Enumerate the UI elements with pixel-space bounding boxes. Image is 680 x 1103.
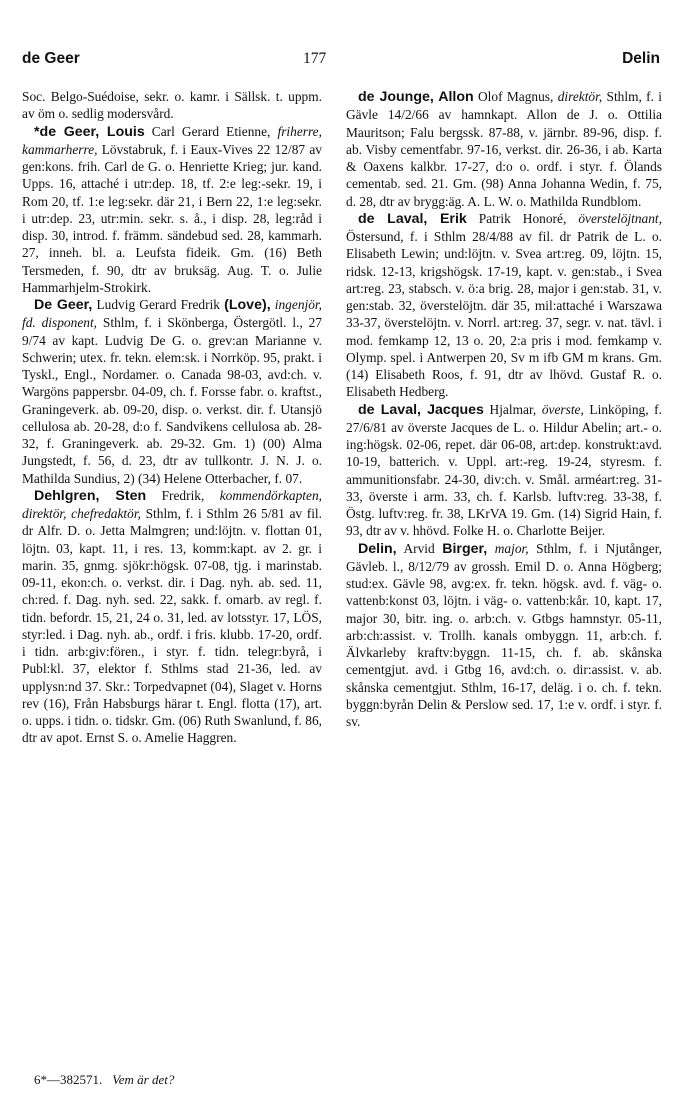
entry-body: Sthlm, f. i Njutånger, Gävleb. l., 8/12/79 av grossh. Emil D. o. Anna Högberg; stud:ex. Gävle 98, avg:ex. fr. tekn. högsk. avd. f. väg- o. vattenb:konst 03, löjtn. i väg- o. vattenb:kår. 10, kapt. 17, major 30, bitr. ing. o. arb:ch. v. Gtbgs hamnstyr. 05-11, arb:ch:assist. v. Trollh. kanals ombyggn. 11, arb:ch. f. Älvkarleby kraftv:byggn. 11-15, ch. f. ab. skånska cementgjut. avd. i Gtbg 16, avd:ch. o. dir:assist. v. ab. skånska cementgjut. Sthlm, 16-17, deläg. i o. ch. f. tekn. byggn:byrån Delin & Perslow sed. 17, 1:e v. ordf. i styr. f. sv. [346,540,662,729]
entry-given-names: Arvid [396,540,443,556]
entry-title: överste, [541,401,584,417]
entry-given-names: Hjalmar, [483,401,542,417]
entry-mark: * [34,123,40,140]
entry-call-name: Birger, [442,540,488,557]
entry-de-jounge-allon [346,88,662,210]
entry-given-names: Ludvig Gerard Fredrik [92,297,225,312]
entry-de-laval-jacques [346,401,662,540]
entry-body: Sthlm, f. i Gävle 14/2/66 av hamnkapt. Allon de J. o. Ottilia Mauritson; Falu bergssk. 87-88, v. järnbr. 89-96, disp. f. ab. Visby cementfabr. 97-16, verkst. dir. 26-36, i ab. Karta & Oaxens kalkbr. 17-27, d:o o. ordf. i styr. f. Ölands cementab. sed. 21. Gm. (98) Anna Johanna Wedin, f. 75, d. 28, dtr av brygg:äg. A. L. W. o. Mathilda Rundblom. [346,89,663,209]
entry-surname: Delin, [358,540,397,557]
entry-body: Sthlm, f. i Sthlm 26 5/81 av fil. dr Alfr. D. o. Jetta Malmgren; und:löjtn. v. flottan 01, löjtn. 03, kapt. 11, i res. 13, komm:kapt. av 2. gr. i marin. 35, gnmg. sjökr:högsk. 07-08, tjg. i marinstab. 09-11, ekon:ch. o. verkst. dir. i Dag. nyh. ab. sed. 11, ch:red. f. Dag. nyh. sed. 22, sakk. f. omarb. av regl. f. tidn. befordr. 15, 21, 24 o. 31, led. av lotsstyr. 17, LÖS, styr:led. i Dag. nyh. ab., ordf. i fris. klubb. 17-20, ordf. i tidn. arb:giv:fören., i styr. f. tidn. telegr:byrå, i Publ:kl. 37, elektor f. Sthlms stad 21-36, led. av upplysn:nd 37. Skr.: Torpedvapnet (04), Slaget v. Horns rev (16), Från Habsburgs härar t. Engl. flotta (17), art. o. upps. i tidn. o. tidskr. Gm. (06) Ruth Swanlund, f. 86, dtr av apot. Ernst S. o. Amelie Haggren. [22,506,322,746]
entry-title: kommendörkapten, direktör, chefredaktör, [22,487,322,521]
entry-surname: de Laval, Erik [358,210,467,227]
entry-body: Lövstabruk, f. i Eaux-Vives 22 12/87 av gen:kons. frih. Carl de G. o. Henriette Krieg; jur. kand. Upps. 16, attaché i utr:dep. 18, tf. 2:e leg:-sekr. 19, i Rom 20, tf. 1:e leg:sekr. där 21, i Bern 22, 1:e leg:sekr. i utr:dep. 23, utr:min. sekr. s. å., i disp. 28, leg:råd i disp. 30, introd. f. främm. sändebud sed. 28, kammarh. 27, inneh. bl. a. Leufsta fideik. Gm. (16) Beth Tersmeden, f. 90, dtr av bruksäg. Aug. T. o. Julie Hammarhjelm-Strokirk. [22,141,322,295]
entry-de-laval-erik [346,210,662,401]
page-number: 177 [303,50,327,67]
entry-dehlgren-sten [22,487,322,747]
entry-de-geer-ludvig [22,296,322,487]
running-head-left: de Geer [22,50,80,67]
entry-body: Sthlm, f. i Skönberga, Östergötl. l., 27 9/74 av kapt. Ludvig De G. o. grev:an Marianne v. Schwerin; utex. fr. tekn. elem:sk. i Norrköp. 95, prakt. i Tyskl., Engl., Nordamer. o. Canada 98-03, avd:ch. v. Wargöns pappersbr. 04-09, ch. f. Forsse fabr. o. kraftst., Graningeverk. ab. 09-20, disp. o. verkst. dir. f. Utansjö cellulosa ab. 20-28, d:o f. Sandvikens cellulosa ab. 28-32, f. Graningeverk. ab. 29-32. Gm. 1) (00) Alma Jungstedt, f. 56, d. 23, dtr av tullkontr. J. N. J. o. Mathilda Sundius, 2) (34) Helene Otterbacher, f. 07. [22,315,323,486]
entry-title: direktör, [557,89,603,104]
entry-surname: de Laval, Jacques [358,401,484,418]
entry-given-names: Olof Magnus, [473,89,558,104]
entry-title: överstelöjtnant, [578,210,662,226]
entry-surname: De Geer, [34,297,93,313]
entry-title: friherre, kammarherre, [22,123,322,157]
entry-continuation [22,88,322,123]
entry-delin-arvid [346,540,662,731]
entry-given-names: Patrik Honoré, [466,210,579,226]
entry-given-names: Fredrik, [146,487,220,503]
left-column [22,88,322,747]
entry-body: Östersund, f. i Sthlm 28/4/88 av fil. dr Patrik de L. o. Elisabeth Lewin; und:löjtn. v. Svea art:reg. 09, löjtn. 15, ridsk. 12-13, krigshögsk. 17-19, kapt. v. gen:stab., i Svea art:reg. 23, stabsch. v. ö:a brig. 28, major i gen:stab. 31, v. gen:stab. 32, överstelöjtn. där 35, mil:attaché i Warszawa 33-37, överstelöjtn. v. Norrl. art:reg. 37, segr. v. nat. tävl. i mod. femkamp 12, 13 o. 20, 2:a pris i mod. femkamp v. Olymp. spel. i Antwerpen 20, Sv m ifb GM m krans. Gm. (14) Elisabeth Roos, f. 91, dtr av lhövd. Gustaf R. o. Elisabeth Hedberg. [346,229,662,400]
entry-surname: de Geer, Louis [39,123,145,140]
entry-call-name: (Love), [224,297,271,313]
entry-given-names: Carl Gerard Etienne, [144,123,278,139]
running-head-right: Delin [622,50,660,67]
entry-body: Linköping, f. 27/6/81 av överste Jacques de L. o. Hildur Abelin; art.- o. ing:högsk. 02-06, repet. där 06-08, art:dep. konstrukt:avd. 10-19, batterich. v. Uppl. art:-reg. 19-24, styresm. f. ammunitionsfabr. 24-30, div:ch. v. Smål. arméart:reg. 31-33, överste i arm. 33, ch. f. Karlsb. luftv:reg. 33-38, f. Östg. luftv:reg. fr. 38, LKrVA 19. Gm. (14) Sigrid Hain, f. 93, dtr av v. hhövd. Folke H. o. Charlotte Beijer. [346,401,662,539]
entry-surname: de Jounge, Allon [358,89,474,105]
entry-body: Soc. Belgo-Suédoise, sekr. o. kamr. i Sällsk. t. uppm. av öm o. sedlig modersvård. [22,89,322,122]
entry-de-geer-louis [22,123,322,297]
footer [34,1072,174,1088]
print-code: 6*—382571. [34,1072,103,1087]
entry-surname: Dehlgren, Sten [34,487,147,504]
entry-title: major, [487,540,529,556]
right-column [346,88,662,730]
book-title: Vem är det? [112,1072,175,1087]
entry-title: ingenjör, fd. disponent, [22,297,323,331]
